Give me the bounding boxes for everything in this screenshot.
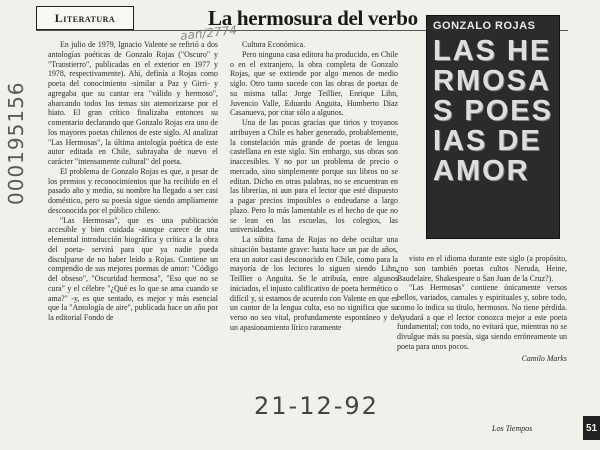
article-column-2	[230, 40, 398, 333]
paragraph: Cultura Económica.	[242, 40, 306, 49]
paragraph: Una de las pocas gracias que tirios y troyanos atribuyen a Chile es haber generado, probablemente, la constelación más grande de poetas de lengua castellana en este siglo. Sin embargo, sus obras son inaccesibles. Y no por un problema de precio o mercado, sino simplemente porque sus libros no se editan. Dicho en otras palabras, no se encuentran en las librerías, ni aun para el lector que esté dispuesto a pagar precios imposibles o endeudarse a largo plazo. Pero lo más lamentable es el hecho de que no se lean en las escuelas, los colegios, las universidades.	[230, 118, 398, 235]
handwritten-side-code: 000195156	[4, 81, 28, 205]
author-signature: Camilo Marks	[521, 353, 567, 363]
paragraph: En julio de 1979, Ignacio Valente se refirió a dos antologías poéticas de Gonzalo Rojas ("Oscuro" y "Transtierro", publicadas en el exterior en 1977 y 1978, respectivamente). Ahí, definía a Rojas como poeta del conocimiento -similar a Paz y Girri- y agregaba que su cantar era "válido y hermoso", abarcando todos los temas sin atemorizarse por el hiato. El gran crítico finalizaba entonces su comentario declarando que Gonzalo Rojas era uno de los mayores poetas chilenos de este siglo. Al analizar "Las Hermosas", la última antología poética de este autor editada en Chile, subrayaba de nuevo el carácter "intensamente cultural" del poeta.	[48, 40, 218, 166]
paragraph: "Las Hermosas" contiene únicamente versos bellos, variados, carnales y espirituales y, sobre todo, como lo indica su título, hermosos. No tiene pérdida. Ayudará a que el lector conozca mejor a este poeta fundamental; con todo, no evitará que, mientras no se divulgue más su poesía, siga siendo erróneamente un poeta para unos pocos.	[397, 283, 567, 351]
handwritten-date: 21-12-92	[254, 392, 379, 420]
article-column-3	[397, 254, 567, 363]
paragraph: La súbita fama de Rojas no debe ocultar una situación bastante grave: hasta hace un par de años, era un autor casi desconocido en Chile, como para la mayoría de los lectores lo siguen siendo Lihn, Teillier o Anguita. Se le atribuía, entre algunos iniciados, el injusto calificativo de poeta hermético o difícil y, si estamos de acuerdo con Valente en que es un cantor de la lengua culta, eso no significa que su verso no sea vital, profundamente espontáneo y de un apasionamiento lírico raramente	[230, 235, 398, 332]
cover-author: GONZALO ROJAS	[433, 20, 536, 32]
section-label: Literatura	[36, 6, 134, 30]
paragraph: visto en el idioma durante este siglo (a propósito, ¿no son también poetas cultos Neruda, Heine, Baudelaire, Shakespeare o San Juan de la Cruz?).	[397, 254, 567, 283]
article-title: La hermosura del verbo	[208, 6, 418, 30]
paragraph: El problema de Gonzalo Rojas es que, a pesar de los premios y reconocimientos que ha recibido en el pasado año y medio, su nombre ha llegado a ser casi doméstico, pero su poesía sigue siendo ampliamente desconocida por el público chileno.	[48, 166, 218, 215]
paragraph: "Las Hermosas", que es una publicación accesible y bien cuidada -aunque carece de una elemental introducción biográfica y crítica a la obra del poeta- servirá para que ya nadie pueda disculparse de no haber leído a Rojas. Contiene un compendio de sus mejores poemas de amor: "Código del obseso", "Oscuridad hermosa", "Eso que no se cura" y el célebre "¿Qué es lo que se ama cuando se ama?" -y, es que sentado, es mejor y más esencial que la "Antología de aire", publicada hace un año por la editorial Fondo de	[48, 215, 218, 322]
handwritten-archive-note: aan/2774	[179, 23, 238, 43]
page-number: 51	[583, 416, 600, 440]
cover-title: LAS HERMOSAS POESIAS DE AMOR	[433, 35, 553, 187]
publication-name: Los Tiempos	[492, 424, 533, 433]
book-cover-image	[426, 15, 560, 239]
article-column-1	[48, 40, 218, 323]
paragraph: Pero ninguna casa editora ha producido, en Chile o en el extranjero, la obra completa de Gonzalo Rojas, que se extiende por algo menos de medio siglo. Otro tanto sucede con las obras de poetas de su misma talla: Jorge Teillier, Enrique Lihn, Juvencio Valle, Eduardo Anguita, Humberto Díaz Casanueva, por citar sólo a algunos.	[230, 49, 398, 118]
